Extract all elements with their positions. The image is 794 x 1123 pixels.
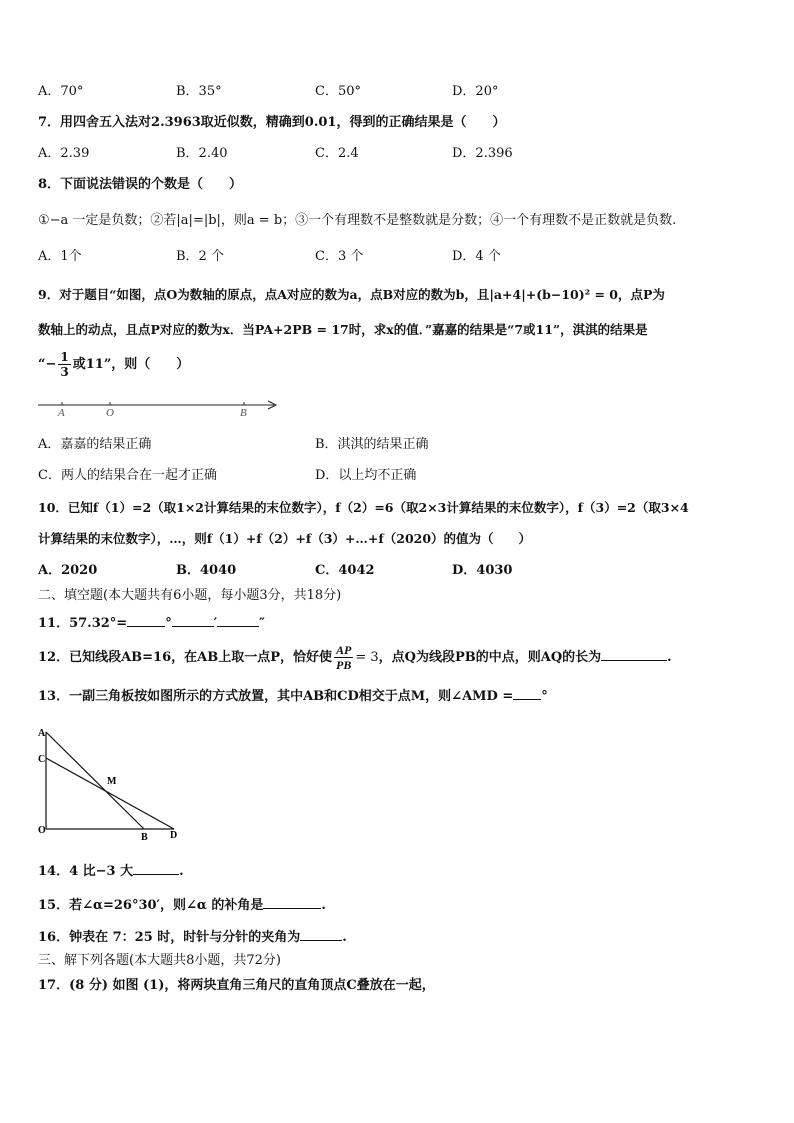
q17-stem: 17．(8 分) 如图 (1)，将两块直角三角尺的直角顶点C叠放在一起， (38, 978, 435, 993)
q9-line-3 (38, 350, 189, 380)
q13-degree-symbol: ° (541, 689, 548, 704)
q10-option-c: C．4042 (315, 563, 375, 578)
q9-fraction (58, 350, 70, 379)
q16 (38, 928, 347, 947)
q12 (38, 641, 672, 675)
q8-option-b: B．2 个 (176, 249, 224, 264)
q9-option-a: A．嘉嘉的结果正确 (38, 437, 152, 452)
label-o: O (38, 825, 46, 836)
q9-line-3-prefix: “− (38, 357, 57, 372)
q14-prefix: 14．4 比−3 大 (38, 864, 134, 879)
q11 (38, 614, 265, 633)
q12-answer-blank (601, 648, 667, 661)
label-b: B (141, 832, 148, 843)
q9-line-3-suffix: 或11”，则（ ） (72, 357, 190, 372)
q16-period: . (342, 930, 347, 945)
label-m: M (107, 776, 117, 787)
q12-suffix: ，点Q为线段PB的中点，则AQ的长为 (378, 650, 602, 665)
q9-option-b: B．淇淇的结果正确 (315, 437, 429, 452)
q9-option-d: D．以上均不正确 (315, 468, 417, 483)
q14 (38, 862, 184, 881)
q11-blank-minutes (172, 614, 214, 627)
label-c: C (38, 754, 46, 765)
q16-prefix: 16．钟表在 7：25 时，时针与分针的夹角为 (38, 930, 301, 945)
q8-option-c: C．3 个 (315, 249, 364, 264)
q9-option-c: C．两人的结果合在一起才正确 (38, 468, 217, 483)
q8-statements: ①−a 一定是负数；②若|a|=|b|，则a = b；③一个有理数不是整数就是分数；④一个有理数不是正数就是负数. (38, 213, 677, 228)
q9-line-1: 9．对于题目“如图，点O为数轴的原点，点A对应的数为a，点B对应的数为b，且|a+4|+(b−10)² = 0，点P为 (38, 287, 665, 302)
q6-option-a: A．70° (38, 84, 84, 99)
q10-option-a: A．2020 (38, 563, 98, 578)
q10-option-b: B．4040 (176, 563, 237, 578)
q7-option-a: A．2.39 (38, 146, 90, 161)
q12-fraction (334, 643, 353, 672)
q13-triangles-figure (36, 722, 186, 844)
q13-answer-blank (513, 687, 541, 700)
q12-equals: = 3 (355, 650, 379, 665)
q7-option-d: D．2.396 (452, 146, 513, 161)
q10-line-1: 10．已知f（1）=2（取1×2计算结果的末位数字），f（2）=6（取2×3计算结果的末位数字），f（3）=2（取3×4 (38, 500, 689, 515)
q6-option-d: D．20° (452, 84, 499, 99)
segment-cd (46, 758, 174, 829)
q11-prefix: 11．57.32°= (38, 616, 128, 631)
section-3-heading: 三、解下列各题(本大题共8小题，共72分) (38, 953, 281, 968)
q10-line-2: 计算结果的末位数字），…，则f（1）+f（2）+f（3）+…+f（2020）的值为（ ） (38, 531, 532, 546)
q10-option-d: D．4030 (452, 563, 513, 578)
q11-blank-seconds (217, 614, 259, 627)
q9-fraction-numerator: 1 (60, 350, 69, 364)
q8-option-d: D．4 个 (452, 249, 501, 264)
q15-prefix: 15．若∠α=26°30′，则∠α 的补角是 (38, 898, 264, 913)
label-d: D (170, 830, 178, 841)
q14-answer-blank (133, 862, 179, 875)
section-2-heading: 二、填空题(本大题共有6小题，每小题3分，共18分) (38, 588, 342, 603)
q11-degree-symbol: ° (165, 616, 172, 631)
q13-prefix: 13．一副三角板按如图所示的方式放置，其中AB和CD相交于点M，则∠AMD = (38, 689, 514, 704)
axis-label-b: B (240, 407, 247, 418)
q6-option-c: C．50° (315, 84, 361, 99)
q6-option-b: B．35° (176, 84, 222, 99)
q15 (38, 896, 326, 915)
label-a: A (38, 728, 46, 739)
q9-fraction-denominator: 3 (60, 365, 69, 379)
q14-period: . (179, 864, 184, 879)
axis-label-o: O (106, 407, 114, 418)
q12-prefix: 12．已知线段AB=16，在AB上取一点P，恰好使 (38, 650, 332, 665)
q7-option-c: C．2.4 (315, 146, 359, 161)
axis-label-a: A (58, 407, 65, 418)
q7-stem: 7．用四舍五入法对2.3963取近似数，精确到0.01，得到的正确结果是（ ） (38, 115, 506, 130)
q11-blank-degrees (127, 614, 165, 627)
q7-option-b: B．2.40 (176, 146, 228, 161)
segment-ab (46, 732, 144, 829)
q9-number-line (36, 396, 286, 418)
q16-answer-blank (300, 928, 342, 941)
q15-answer-blank (263, 896, 321, 909)
q12-fraction-denominator: PB (336, 658, 352, 672)
q11-second-symbol: ″ (259, 616, 265, 631)
q11-minute-symbol: ′ (213, 616, 218, 631)
q13 (38, 687, 548, 706)
q12-fraction-numerator: AP (336, 643, 352, 657)
q8-option-a: A．1个 (38, 249, 82, 264)
q8-stem: 8．下面说法错误的个数是（ ） (38, 177, 243, 192)
q15-period: . (321, 898, 326, 913)
q12-period: . (667, 650, 672, 665)
q9-line-2: 数轴上的动点，且点P对应的数为x．当PA+2PB = 17时，求x的值．”嘉嘉的结果是“7或11”，淇淇的结果是 (38, 322, 648, 337)
